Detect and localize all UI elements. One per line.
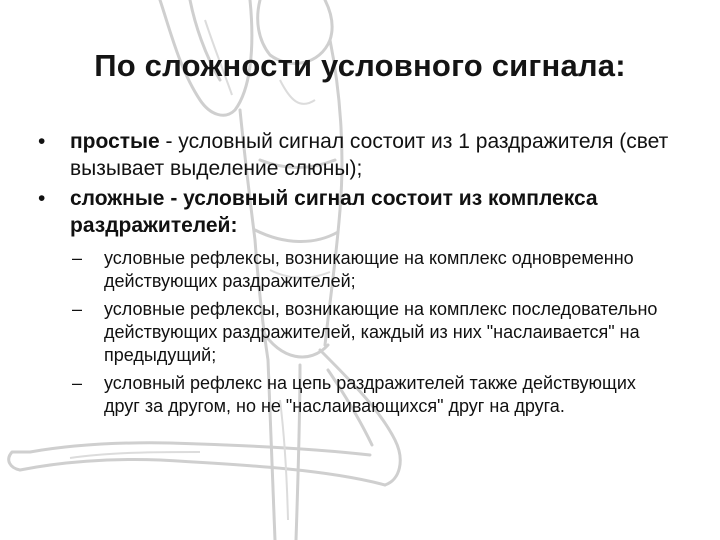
bullet-complex-text: сложные - условный сигнал состоит из комплекса раздражителей: <box>70 187 598 237</box>
dash-marker: – <box>72 299 83 319</box>
subitem <box>70 372 676 418</box>
subitem-text: условный рефлекс на цепь раздражителей также действующих друг за другом, но не "наслаивающихся" друг на друга. <box>104 373 636 416</box>
subitem <box>70 247 676 293</box>
subitem-list <box>70 247 676 418</box>
bullet-simple-text: - условный сигнал состоит из 1 раздражителя (свет вызывает выделение слюны); <box>70 130 669 180</box>
slide-body <box>36 128 676 423</box>
slide-title: По сложности условного сигнала: <box>94 48 626 83</box>
bullet-simple <box>36 128 676 182</box>
subitem <box>70 298 676 367</box>
bullet-complex <box>36 185 676 239</box>
term-simple: простые <box>70 130 160 153</box>
bullet-marker: • <box>38 130 46 153</box>
dash-marker: – <box>72 373 83 393</box>
subitem-text: условные рефлексы, возникающие на комплекс последовательно действующих раздражителей, каждый из них "наслаивается" на предыдущий; <box>104 299 658 365</box>
dash-marker: – <box>72 248 83 268</box>
subitem-text: условные рефлексы, возникающие на комплекс одновременно действующих раздражителей; <box>104 248 634 291</box>
bullet-marker: • <box>38 187 46 210</box>
